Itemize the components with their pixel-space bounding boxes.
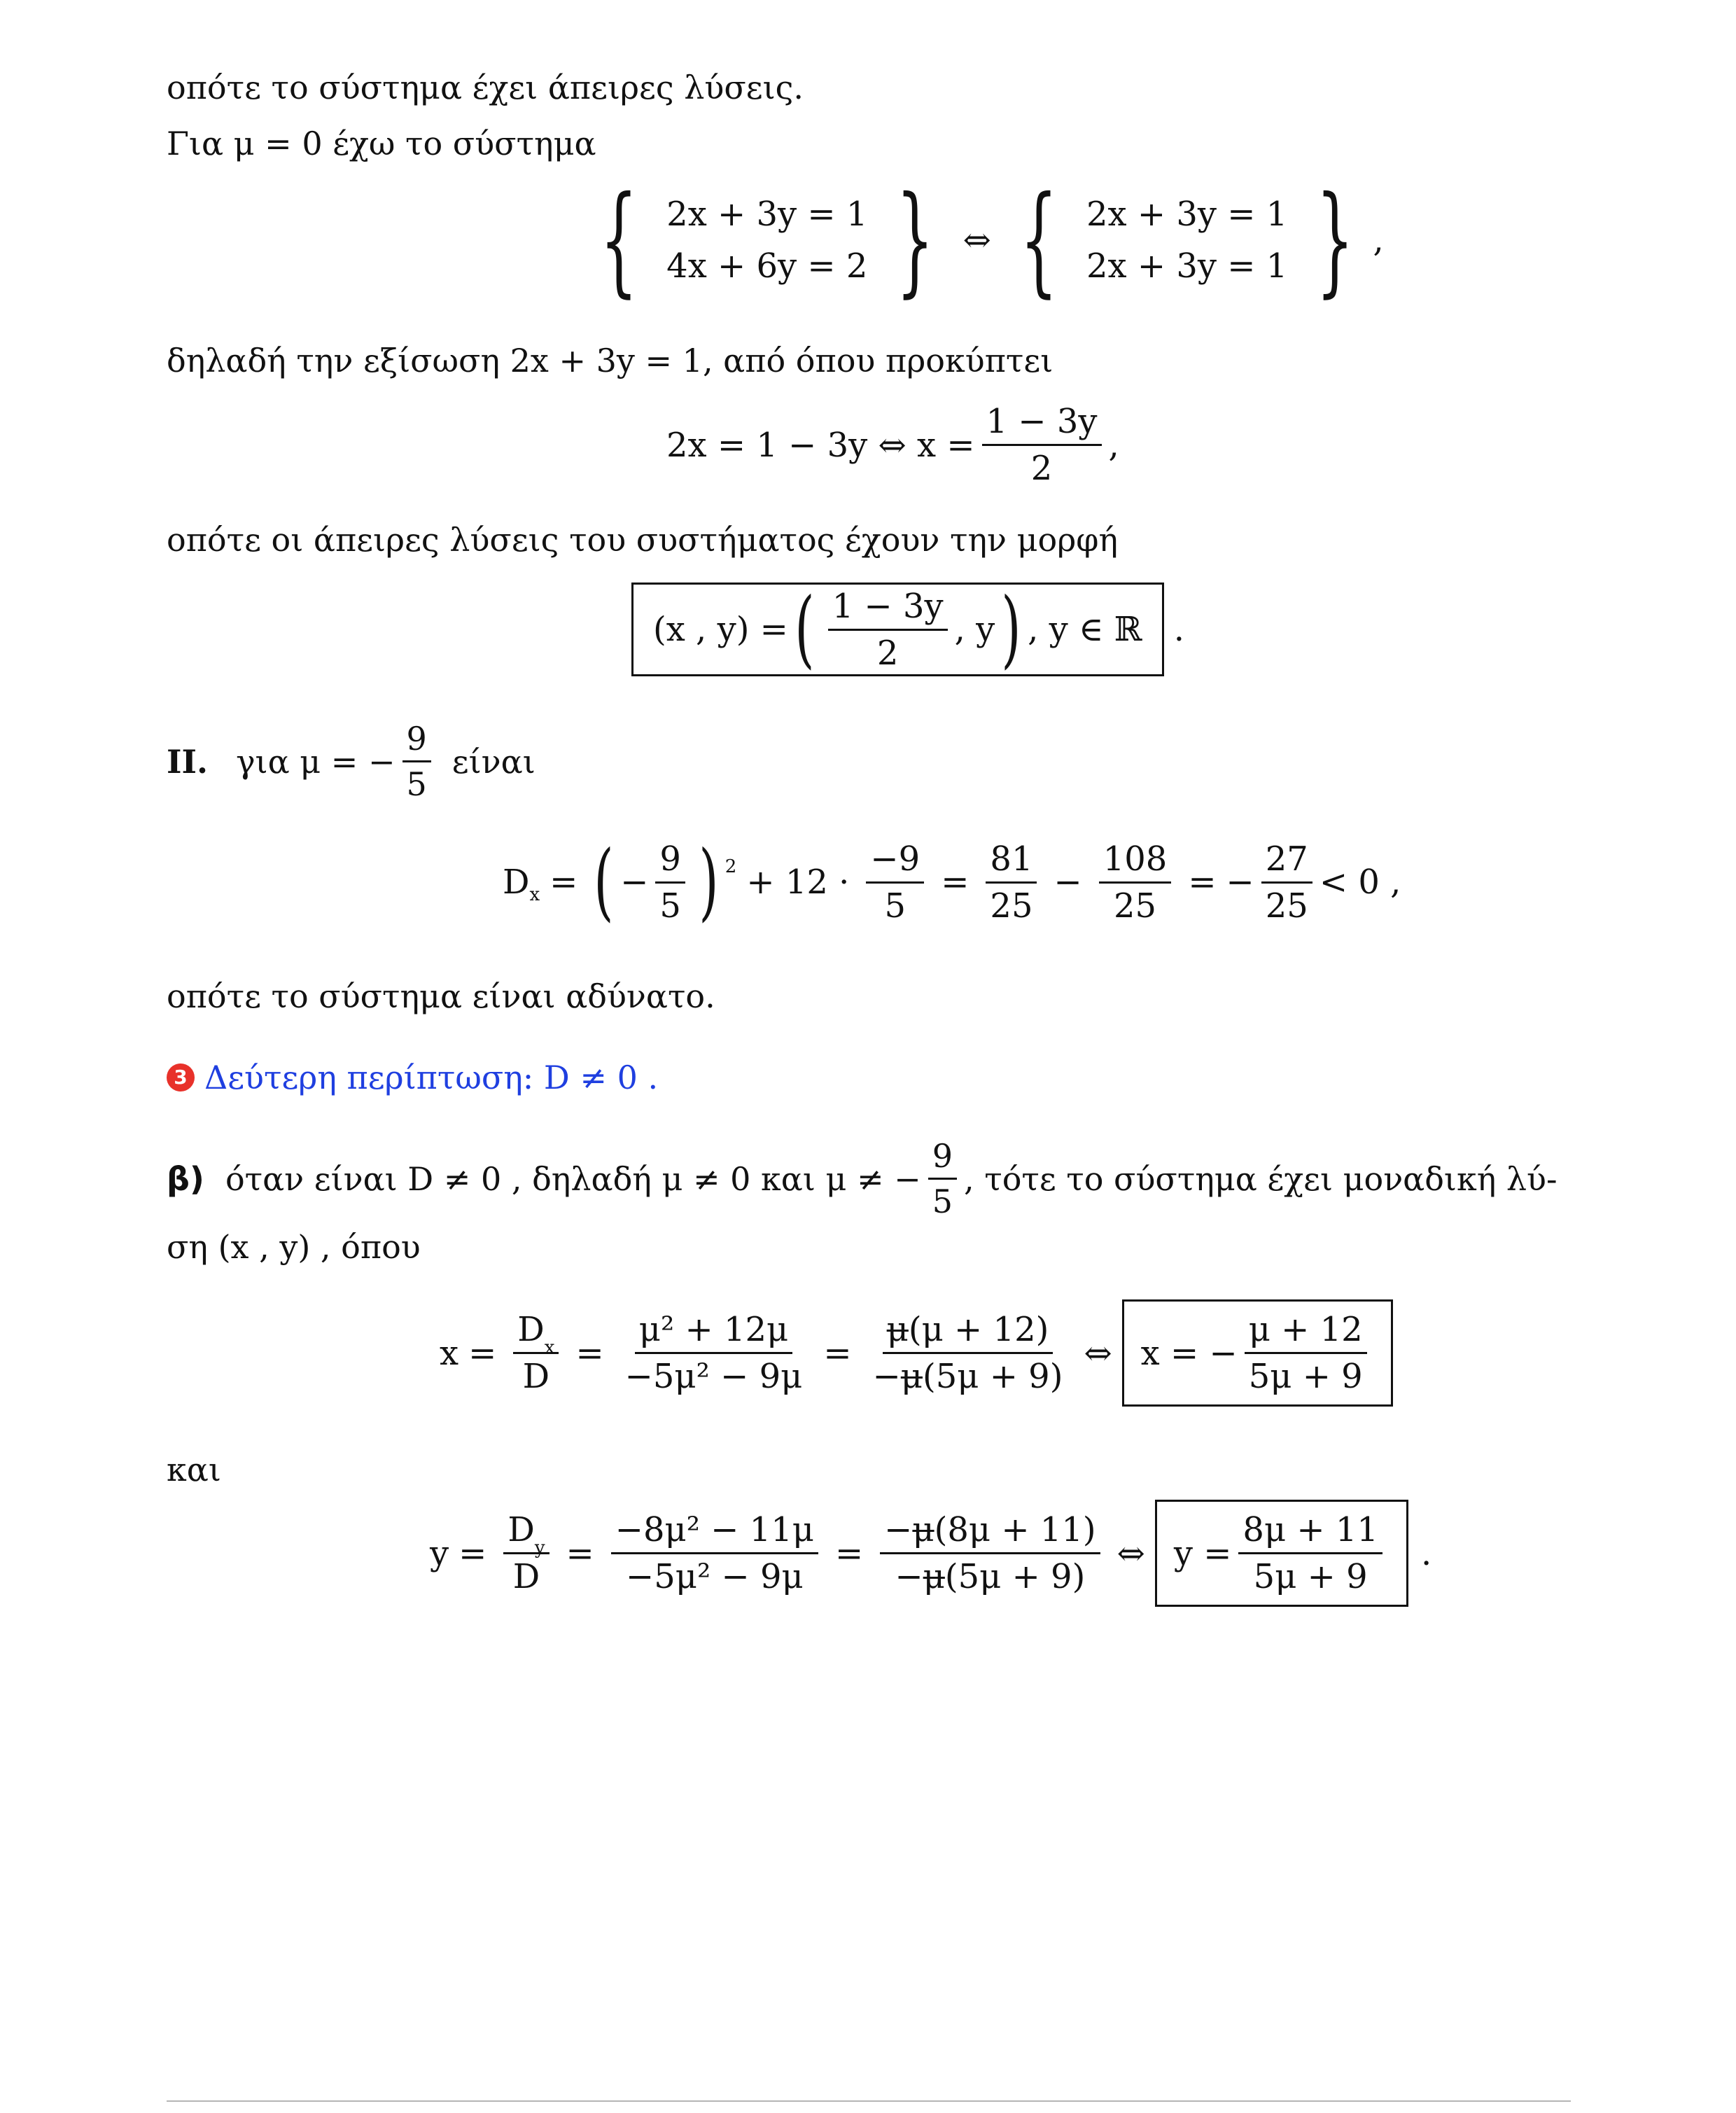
numerator	[513, 1310, 559, 1358]
fraction-dx-d	[513, 1310, 559, 1396]
case-3-heading	[167, 1061, 658, 1094]
x-result-box	[1122, 1299, 1393, 1407]
equals: =	[566, 1533, 594, 1573]
plus-12-times: + 12 ·	[746, 863, 850, 902]
right-brace-2: }	[1316, 171, 1354, 309]
less-than-zero: < 0 ,	[1319, 863, 1401, 902]
numerator: μ + 12	[1245, 1313, 1367, 1354]
beta-text-2: , τότε το σύστημα έχει μοναδική λύ-	[964, 1159, 1558, 1198]
y-box-lhs: y =	[1173, 1533, 1232, 1573]
box-lhs: (x , y) =	[653, 610, 788, 649]
equals: =	[458, 1533, 487, 1573]
equation-x-from-y	[666, 402, 1119, 488]
equals: =	[1188, 863, 1217, 902]
system-1-eq-2: 4x + 6y = 2	[666, 246, 868, 286]
case-3-text: Δεύτερη περίπτωση: D ≠ 0 .	[204, 1059, 659, 1096]
denominator: 25	[990, 886, 1033, 926]
fraction-1-3y-over-2	[982, 402, 1102, 488]
cancelled-mu: μ	[886, 1310, 909, 1349]
minus: −	[1054, 863, 1082, 902]
left-brace-2: {	[1019, 171, 1058, 309]
equals: =	[575, 1333, 604, 1373]
numerator: 9	[655, 842, 685, 884]
minus: −	[1226, 863, 1254, 902]
numerator: 8μ + 11	[1238, 1513, 1382, 1554]
fraction-27-25	[1261, 839, 1312, 926]
equals: =	[834, 1533, 864, 1573]
equals: =	[941, 863, 969, 902]
solution-box	[631, 580, 1164, 678]
denominator-rest: (5μ + 9)	[922, 1357, 1063, 1396]
fraction-9-5	[655, 839, 685, 926]
numerator	[883, 1310, 1054, 1354]
system-2-eq-1: 2x + 3y = 1	[1086, 195, 1288, 234]
text-line-3: δηλαδή την εξίσωση 2x + 3y = 1, από όπου προκύπτει	[167, 342, 1054, 379]
system-2-eq-2: 2x + 3y = 1	[1086, 246, 1288, 286]
iff-symbol: ⇔	[1084, 1333, 1112, 1373]
minus: −	[872, 1357, 901, 1396]
numerator: 108	[1099, 842, 1172, 884]
beta-line	[167, 1137, 1558, 1220]
minus: −	[884, 1510, 913, 1549]
box-y: , y	[954, 610, 995, 649]
d: D	[507, 1510, 535, 1549]
denominator: D	[522, 1357, 550, 1396]
iff-symbol: ⇔	[962, 221, 991, 260]
denominator: −5μ² − 9μ	[626, 1557, 804, 1596]
equals: =	[823, 1333, 852, 1373]
denominator-rest: (5μ + 9)	[944, 1557, 1086, 1596]
system-2	[1077, 195, 1297, 286]
fraction-y-expanded	[611, 1510, 818, 1596]
fraction-numerator: 1 − 3y	[982, 405, 1102, 446]
cancelled-mu: μ	[923, 1557, 945, 1596]
right-paren: )	[699, 833, 719, 930]
x-var: x	[440, 1333, 459, 1373]
beta-label: β)	[167, 1159, 204, 1198]
denominator-5: 5	[406, 765, 427, 803]
denominator: 5μ + 9	[1253, 1557, 1368, 1596]
fraction-9-over-5	[402, 720, 431, 803]
text-line-2: Για μ = 0 έχω το σύστημα	[167, 125, 596, 162]
text-line-1: οπότε το σύστημα έχει άπειρες λύσεις.	[167, 69, 804, 106]
minus: −	[895, 1557, 923, 1596]
square-exponent: 2	[724, 856, 737, 877]
system-1	[657, 195, 877, 286]
numerator: 81	[986, 842, 1037, 884]
system-equations	[581, 171, 1384, 309]
numerator-rest: (μ + 12)	[908, 1310, 1049, 1349]
minus: −	[620, 863, 649, 902]
subscript-x: x	[544, 1337, 555, 1358]
fraction-x-expanded	[621, 1310, 807, 1396]
equals: =	[468, 1333, 497, 1373]
x-solution-equation	[440, 1299, 1393, 1407]
case-number-badge-icon: 3	[167, 1064, 195, 1092]
system-1-eq-1: 2x + 3y = 1	[666, 195, 868, 234]
fraction-m9-5	[866, 839, 924, 926]
dx-equation	[503, 833, 1401, 930]
fraction-81-25	[986, 839, 1037, 926]
fraction-x-factored	[869, 1310, 1068, 1396]
numerator: −9	[866, 842, 924, 884]
numerator: μ² + 12μ	[635, 1313, 792, 1354]
fraction-denominator: 2	[1030, 449, 1053, 488]
iff-symbol: ⇔	[1116, 1533, 1145, 1573]
fraction-9-5-beta	[928, 1137, 957, 1220]
case-ii-label: II.	[167, 742, 209, 781]
right-brace-1: }	[896, 171, 934, 309]
numerator: −8μ² − 11μ	[611, 1513, 818, 1554]
x-box-fraction	[1245, 1310, 1367, 1396]
y-box-fraction	[1238, 1510, 1382, 1596]
d: D	[517, 1310, 545, 1349]
numerator-rest: (8μ + 11)	[934, 1510, 1096, 1549]
period: .	[1420, 1533, 1432, 1573]
footer-rule	[167, 2100, 1571, 2102]
denominator: −5μ² − 9μ	[624, 1357, 803, 1396]
denominator: 25	[1265, 886, 1308, 926]
cancelled-mu: μ	[912, 1510, 934, 1549]
y-solution-equation	[430, 1500, 1432, 1607]
fraction-dy-d	[503, 1510, 549, 1596]
box-rest: , y ∈ ℝ	[1028, 610, 1142, 649]
cancelled-mu: μ	[900, 1357, 923, 1396]
y-var: y	[430, 1533, 449, 1573]
dx-subscript: x	[529, 884, 540, 905]
denominator: 5μ + 9	[1248, 1357, 1363, 1396]
boxed-solution	[631, 580, 1184, 678]
case-ii-end: είναι	[451, 742, 536, 781]
x-box-lhs: x = −	[1140, 1333, 1238, 1373]
denominator	[869, 1354, 1068, 1396]
numerator: 27	[1261, 842, 1312, 884]
dx-d: D	[503, 863, 530, 902]
denominator: 5	[884, 886, 906, 926]
denominator: 25	[1113, 886, 1157, 926]
left-paren: (	[794, 580, 815, 678]
text-line-beta-3: ση (x , y) , όπου	[167, 1228, 421, 1266]
box-fraction-numerator: 1 − 3y	[828, 590, 948, 631]
equals: =	[550, 863, 578, 902]
fraction-y-factored	[880, 1510, 1100, 1596]
fraction-108-25	[1099, 839, 1172, 926]
left-paren: (	[594, 833, 614, 930]
text-kai: και	[167, 1451, 221, 1488]
numerator	[880, 1510, 1100, 1554]
box-fraction	[828, 586, 948, 673]
left-brace-1: {	[600, 171, 638, 309]
denominator: D	[512, 1557, 540, 1596]
case-ii-text: για μ = −	[236, 742, 396, 781]
subscript-y: y	[534, 1537, 545, 1558]
beta-text-1: όταν είναι D ≠ 0 , δηλαδή μ ≠ 0 και μ ≠ −	[225, 1159, 921, 1198]
denominator: 5	[932, 1183, 953, 1220]
denominator: 5	[659, 886, 681, 926]
numerator-9: 9	[402, 723, 431, 762]
denominator	[890, 1554, 1089, 1594]
case-ii-heading	[167, 720, 536, 803]
period: .	[1173, 610, 1184, 649]
equation-lhs: 2x = 1 − 3y ⇔ x =	[666, 425, 975, 465]
right-paren: )	[1001, 580, 1021, 678]
box-fraction-denominator: 2	[876, 633, 899, 673]
numerator: 9	[928, 1140, 957, 1180]
text-line-4: οπότε οι άπειρες λύσεις του συστήματος έχουν την μορφή	[167, 521, 1118, 559]
text-line-6: οπότε το σύστημα είναι αδύνατο.	[167, 977, 715, 1015]
comma: ,	[1108, 425, 1119, 465]
comma: ,	[1373, 221, 1384, 260]
numerator	[503, 1510, 549, 1558]
y-result-box	[1155, 1500, 1408, 1607]
